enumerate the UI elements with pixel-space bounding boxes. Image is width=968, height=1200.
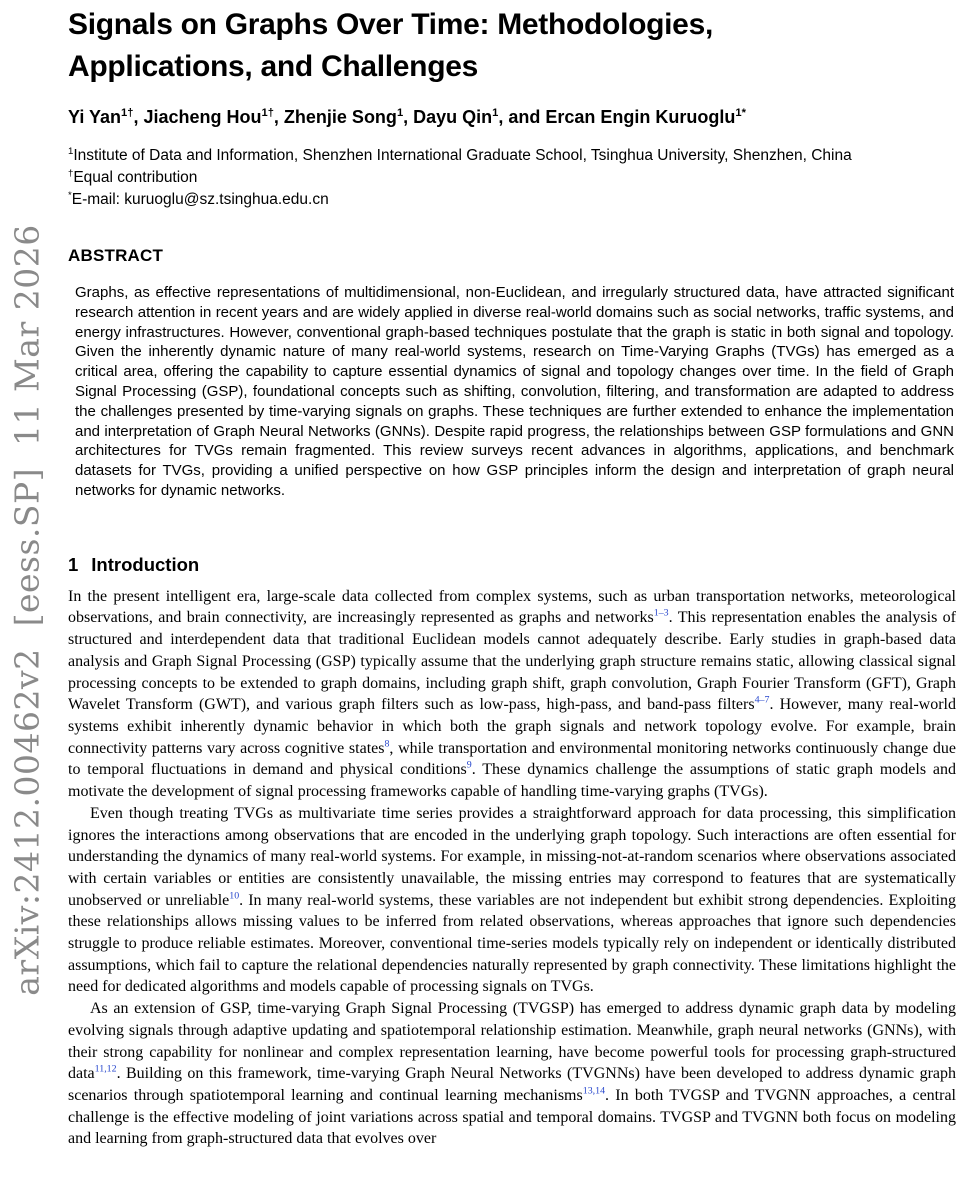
author-line: [68, 105, 956, 129]
text-run: Equal contribution: [73, 169, 198, 186]
abstract-text: Graphs, as effective representations of multidimensional, non-Euclidean, and irregularly structured data, have attracted significant research attention in recent years and are widely applied in diverse real-world domains such as social networks, traffic systems, and energy infrastructures. However, conventional graph-based techniques postulate that the graph is static in both signal and topology. Given the inherently dynamic nature of many real-world systems, research on Time-Varying Graphs (TVGs) has emerged as a critical area, offering the capability to capture essential dynamics of signal and topology changes over time. In the field of Graph Signal Processing (GSP), foundational concepts such as shifting, convolution, filtering, and transformation are adapted to address the challenges presented by time-varying signals on graphs. These techniques are further extended to enhance the implementation and interpretation of Graph Neural Networks (GNNs). Despite rapid progress, the relationships between GSP formulations and GNN architectures for TVGs remain fragmented. This review surveys recent advances in algorithms, applications, and benchmark datasets for TVGs, providing a unified perspective on how GSP principles inform the design and interpretation of graph neural networks for dynamic networks.: [75, 284, 954, 499]
section-heading-introduction: [68, 553, 956, 577]
text-run: Even though treating TVGs as multivariate time series provides a straightforward approach for data processing, this simplification ignores the interactions among observations that are encoded in the underlying graph topology. Such interactions are often essential for understanding the dynamics of many real-world systems. For example, in missing-not-at-random scenarios where observations associated with certain variables or entities are consistently unavailable, the missing entries may correspond to features that are systematically unobserved or unreliable: [68, 804, 956, 909]
superscript: 1†: [261, 107, 274, 119]
text-run: E-mail: kuruoglu@sz.tsinghua.edu.cn: [71, 191, 329, 208]
superscript: 1†: [121, 107, 134, 119]
text-run: , while transportation and environmental monitoring networks continuously change due to temporal fluctuations in demand and physical conditions: [68, 739, 957, 779]
paragraph: [68, 803, 956, 998]
paragraph: [68, 586, 956, 803]
introduction-body: [68, 586, 956, 1150]
abstract-heading: ABSTRACT: [68, 246, 164, 265]
citation-link[interactable]: 4–7: [754, 694, 770, 706]
text-run: As an extension of GSP, time-varying Graph Signal Processing (TVGSP) has emerged to address dynamic graph data by modeling evolving signals through adaptive updating and spatiotemporal relationship estimation. Meanwhile, graph neural networks (GNNs), with their strong capability for nonlinear and complex representation learning, have become powerful tools for processing graph-structured data: [68, 1000, 956, 1083]
section-number: 1: [68, 553, 79, 575]
citation-link[interactable]: 1–3: [653, 608, 669, 620]
text-run: . However, many real-world systems exhibit inherently dynamic behavior in which both the graph signals and network topology evolve. For example, brain connectivity patterns vary across cognitive states: [68, 696, 956, 757]
paragraph: [68, 998, 956, 1150]
citation-link[interactable]: 8: [384, 738, 390, 750]
paper-title: [68, 4, 956, 88]
superscript: *: [68, 189, 72, 201]
email-line: [68, 189, 956, 211]
text-run: , and Ercan Engin Kuruoglu: [498, 107, 736, 127]
text-run: In the present intelligent era, large-scale data collected from complex systems, such as urban transportation networks, meteorological observations, and brain connectivity, are increasingly represented as graphs and networks: [68, 587, 956, 627]
affiliations-block: [68, 145, 956, 211]
citation-link[interactable]: 11,12: [94, 1063, 117, 1075]
superscript: 1: [396, 107, 404, 119]
text-run: , Dayu Qin: [403, 107, 493, 127]
text-run: Yi Yan: [68, 107, 122, 127]
superscript: 1: [68, 145, 74, 157]
arxiv-watermark: arXiv:2412.00462v2 [eess.SP] 11 Mar 2026: [7, 224, 47, 996]
paper-title-line2: Applications, and Challenges: [68, 50, 479, 83]
citation-link[interactable]: 13,14: [582, 1085, 606, 1097]
section-title: Introduction: [91, 553, 200, 575]
equal-contribution-line: [68, 167, 956, 189]
text-run: . In both TVGSP and TVGNN approaches, a central challenge is the effective modeling of joint variations across spatial and temporal domains. TVGSP and TVGNN both focus on modeling and learning from graph-structured data that evolves over: [68, 1086, 957, 1148]
citation-link[interactable]: 10: [229, 890, 240, 902]
superscript: †: [68, 167, 74, 179]
affiliation-line: [68, 145, 956, 167]
text-run: Institute of Data and Information, Shenzhen International Graduate School, Tsinghua University, Shenzhen, China: [73, 147, 852, 164]
text-run: . Building on this framework, time-varying Graph Neural Networks (TVGNNs) have been developed to address dynamic graph scenarios through spatiotemporal learning and continual learning mechanisms: [68, 1065, 956, 1104]
citation-link[interactable]: 9: [466, 760, 472, 772]
text-run: , Jiacheng Hou: [133, 107, 262, 127]
paper-title-line1: Signals on Graphs Over Time: Methodologies,: [68, 8, 713, 41]
superscript: 1*: [735, 107, 746, 119]
text-run: . This representation enables the analysis of structured and interdependent data that traditional Euclidean models cannot adequately describe. Early studies in graph-based data analysis and Graph Signal Processing (GSP) typically assume that the underlying graph structure remains static, allowing classical signal processing concepts to be extended to graph domains, including graph shift, graph convolution, Graph Fourier Transform (GFT), Graph Wavelet Transform (GWT), and various graph filters such as low-pass, high-pass, and band-pass filters: [68, 609, 956, 714]
superscript: 1: [492, 107, 499, 119]
text-run: . These dynamics challenge the assumptions of static graph models and motivate the development of signal processing frameworks capable of handling time-varying graphs (TVGs).: [68, 761, 957, 801]
text-run: . In many real-world systems, these variables are not independent but exhibit strong dependencies. Exploiting these relationships allows missing values to be inferred from related observations, whereas approaches that ignore such dependencies struggle to produce reliable estimates. Moreover, conventional time-series models typically rely on independent or identically distributed assumptions, which fail to capture the relational dependencies naturally represented by graph connectivity. These limitations highlight the need for dedicated algorithms and models capable of processing signals on TVGs.: [68, 891, 956, 996]
text-run: , Zhenjie Song: [273, 107, 397, 127]
